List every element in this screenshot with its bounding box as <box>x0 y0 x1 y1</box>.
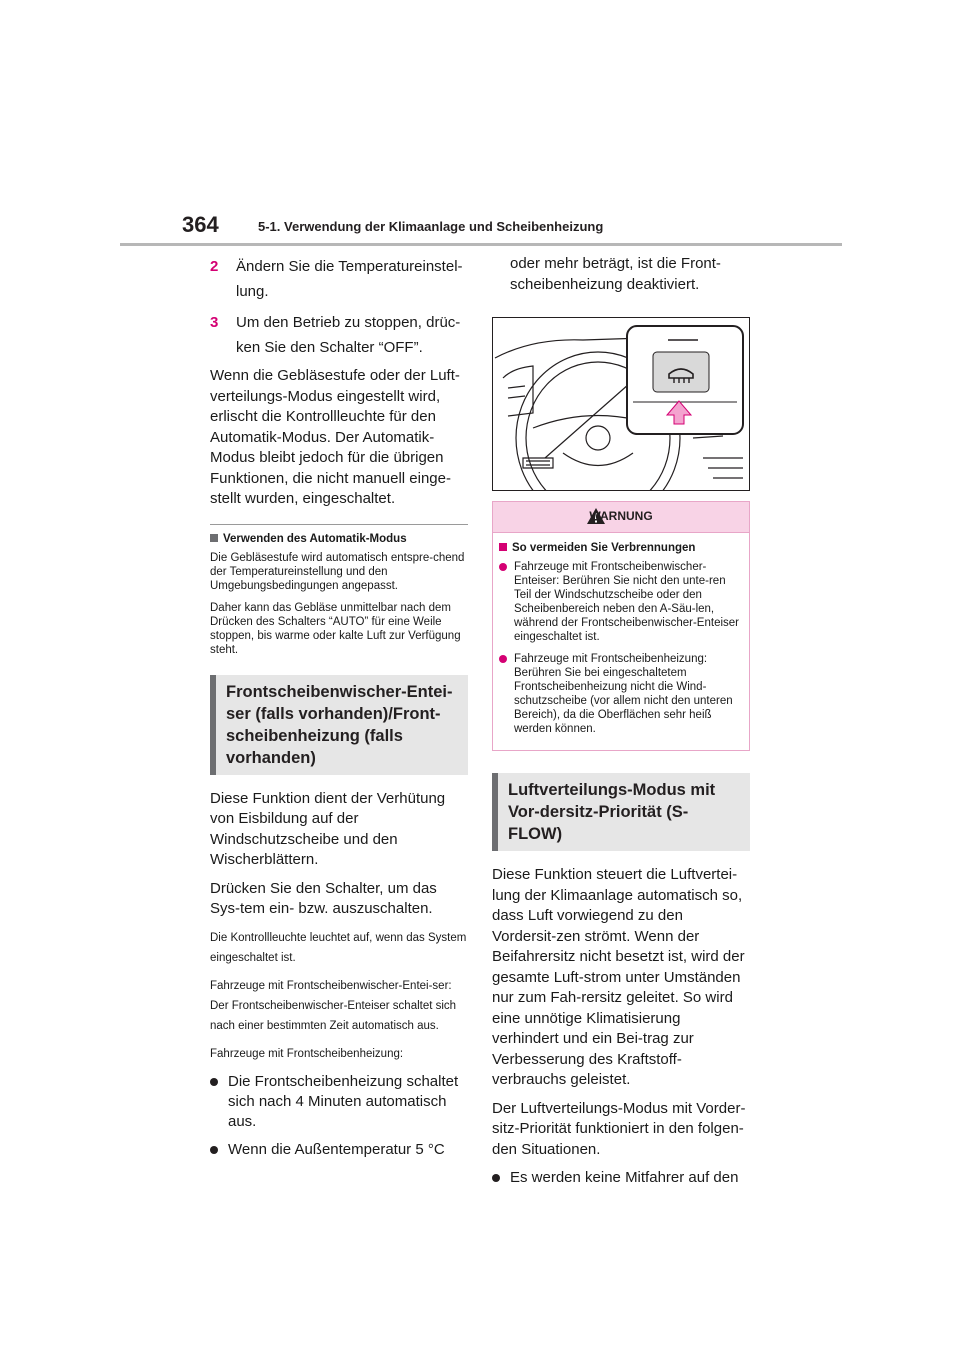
step-2 <box>210 254 468 304</box>
step-text: Um den Betrieb zu stoppen, drüc-ken Sie den Schalter “OFF”. <box>236 314 461 356</box>
continuation-text: oder mehr beträgt, ist die Front-scheibenheizung deaktiviert. <box>510 255 721 293</box>
auto-note-2: Daher kann das Gebläse unmittelbar nach dem Drücken des Schalters “AUTO” für eine Weile stoppen, bis warme oder kalte Luft zur Verfügung steht. <box>210 601 461 656</box>
subheading-text: Verwenden des Automatik-Modus <box>223 532 407 545</box>
windshield-heater-note: Fahrzeuge mit Frontscheibenheizung: <box>210 1047 404 1060</box>
steering-wheel-drawing <box>493 318 749 490</box>
divider <box>210 524 468 525</box>
warning-header <box>493 502 749 533</box>
bullet-text: Wenn die Außentemperatur 5 °C <box>228 1140 445 1158</box>
defroster-paragraph-1: Diese Funktion dient der Verhütung von Eisbildung auf der Windschutzscheibe und den Wischerblättern. <box>210 789 446 868</box>
bullet-item <box>210 1140 468 1160</box>
bullet-icon <box>210 1078 218 1086</box>
sflow-paragraph-1: Diese Funktion steuert die Luftvertei-lung der Klimaanlage automatisch so, dass Luft vorwiegend zu den Vordersit-zen strömt. Wenn der Beifahrersitz nicht besetzt ist, wird der gesamte Luft-strom unter Umständen nur zum Fah-rersitz geleitet. So wird eine unnötige Klimatisierung verhindert und ein Bei-trag zur Verbesserung des Kraftstoff-verbrauchs geleistet. <box>492 866 745 1088</box>
bullet-icon <box>492 1174 500 1182</box>
square-bullet-icon <box>210 534 218 542</box>
page-number: 364 <box>182 212 219 237</box>
section-heading-sflow: Luftverteilungs-Modus mit Vor-dersitz-Priorität (S-FLOW) <box>492 773 750 851</box>
indicator-note: Die Kontrollleuchte leuchtet auf, wenn das System eingeschaltet ist. <box>210 931 467 964</box>
wiper-deicer-note: Fahrzeuge mit Frontscheibenwischer-Entei-ser: Der Frontscheibenwischer-Enteiser schaltet sich nach einer bestimmten Zeit automatisch aus. <box>210 979 457 1032</box>
left-column <box>210 254 468 1168</box>
bullet-icon <box>210 1146 218 1154</box>
bullet-icon <box>499 655 507 663</box>
auto-note-1: Die Gebläsestufe wird automatisch entspre-chend der Temperatureinstellung und den Umgebungsbedingungen angepasst. <box>210 551 465 592</box>
warning-heading <box>499 541 741 555</box>
warning-heading-text: So vermeiden Sie Verbrennungen <box>512 542 696 554</box>
warning-title: WARNUNG <box>589 509 653 523</box>
warning-item-text: Fahrzeuge mit Frontscheibenheizung: Berühren Sie bei eingeschaltetem Frontscheibenheizung nicht die Wind-schutzscheibe (vor allem nicht den unteren Bereich), da die Oberflächen sehr heiß werden können. <box>514 653 733 735</box>
header-divider <box>120 243 842 246</box>
warning-item <box>499 652 741 736</box>
dashboard-illustration <box>492 317 750 491</box>
square-bullet-icon <box>499 543 507 551</box>
auto-mode-paragraph: Wenn die Gebläsestufe oder der Luft-verteilungs-Modus eingestellt wird, erlischt die Kontrollleuchte für den Automatik-Modus. Der Automatik-Modus bleibt jedoch für die übrigen Funktionen, die nicht manuell einge-stellt wurden, eingeschaltet. <box>210 367 460 507</box>
warning-body <box>493 533 749 750</box>
section-heading-defroster: Frontscheibenwischer-Entei-ser (falls vorhanden)/Front-scheibenheizung (falls vorhanden) <box>210 675 468 775</box>
right-column <box>492 254 750 1196</box>
chapter-title: 5-1. Verwendung der Klimaanlage und Scheibenheizung <box>258 219 604 234</box>
bullet-text: Es werden keine Mitfahrer auf den <box>510 1169 739 1186</box>
bullet-item <box>492 1168 750 1188</box>
step-3 <box>210 310 468 360</box>
auto-mode-subheading <box>210 533 468 545</box>
step-number: 2 <box>210 258 219 275</box>
step-text: Ändern Sie die Temperatureinstel-lung. <box>236 258 463 300</box>
sflow-paragraph-2: Der Luftverteilungs-Modus mit Vorder-sitz-Priorität funktioniert in den folgen-den Situationen. <box>492 1099 746 1158</box>
warning-item-text: Fahrzeuge mit Frontscheibenwischer-Enteiser: Berühren Sie nicht den unte-ren Teil der Windschutzscheibe oder den Scheibenbereich neben den A-Säu-len, während der Frontscheibenwischer-Enteiser eingeschaltet ist. <box>514 561 739 643</box>
bullet-icon <box>499 563 507 571</box>
bullet-item <box>210 1072 468 1132</box>
warning-box <box>492 501 750 751</box>
bullet-text: Die Frontscheibenheizung schaltet sich nach 4 Minuten automatisch aus. <box>228 1072 459 1130</box>
defroster-paragraph-2: Drücken Sie den Schalter, um das Sys-tem ein- bzw. auszuschalten. <box>210 879 437 917</box>
warning-item <box>499 560 741 644</box>
step-number: 3 <box>210 314 219 331</box>
